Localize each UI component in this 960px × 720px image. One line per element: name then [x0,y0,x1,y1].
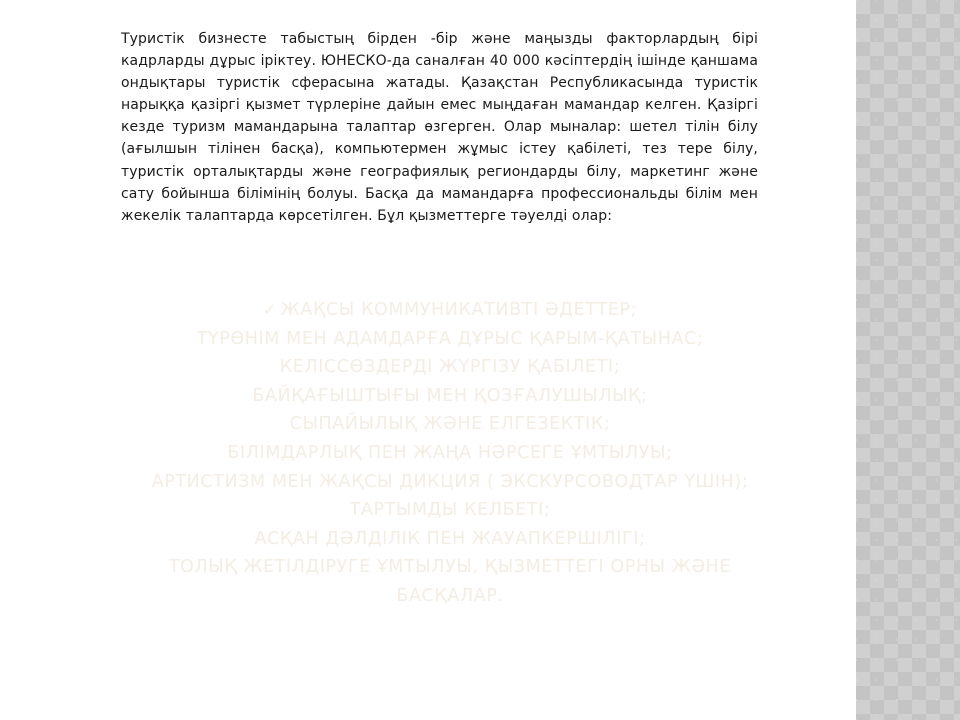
qualification-list [120,296,780,611]
list-item: АРТИСТИЗМ МЕН ЖАҚСЫ ДИКЦИЯ ( ЭКСКУРСОВОДТАР ҮШІН); [151,471,749,492]
list-item: КЕЛІССӨЗДЕРДІ ЖҮРГІЗУ ҚАБІЛЕТІ; [279,357,621,378]
list-item: ТАРТЫМДЫ КЕЛБЕТІ; [349,500,551,521]
list-item: ТҮРӨНІМ МЕН АДАМДАРҒА ДҰРЫС ҚАРЫМ-ҚАТЫНАС; [196,328,704,349]
body-paragraph: Туристік бизнесте табыстың бірден -бір және маңызды факторлардың бірі кадрларды дұрыс іріктеу. ЮНЕСКО-да саналған 40 000 кәсіптердің ішінде қаншама ондықтары туристік сферасына жатады. Қазақстан Республикасында туристік нарыққа қазіргі қызмет түрлеріне дайын емес мыңдаған мамандар келген. Қазіргі кезде туризм мамандарына талаптар өзгерген. Олар мыналар: шетел тілін білу (ағылшын тілінен басқа), компьютермен жұмыс істеу қабілеті, тез тере білу, туристік орталықтарды және географиялық региондарды білу, маркетинг және сату бойынша білімінің болуы. Басқа да мамандарға профессиональды білім мен жекелік талаптарда көрсетілген. Бұл қызметтерге тәуелді олар: [121,31,758,224]
decorative-pattern-sidebar [856,0,960,720]
list-item: АСҚАН ДӘЛДІЛІК ПЕН ЖАУАПКЕРШІЛІГІ; [254,528,646,549]
checkmark-icon: ✓ [262,300,277,319]
list-item: ТОЛЫҚ ЖЕТІЛДІРУГЕ ҰМТЫЛУЫ, ҚЫЗМЕТТЕГІ ОРНЫ ЖӘНЕ БАСҚАЛАР. [168,557,732,606]
list-item: СЫПАЙЫЛЫҚ ЖӘНЕ ЕЛГЕЗЕКТІК; [289,414,611,435]
list-item: БАЙҚАҒЫШТЫҒЫ МЕН ҚОЗҒАЛУШЫЛЫҚ; [252,385,648,406]
list-item [120,296,780,325]
list-item-text: ЖАҚСЫ КОММУНИКАТИВТІ ӘДЕТТЕР; [280,300,638,320]
list-item: БІЛІМДАРЛЫҚ ПЕН ЖАҢА НӘРСЕГЕ ҰМТЫЛУЫ; [227,442,673,463]
